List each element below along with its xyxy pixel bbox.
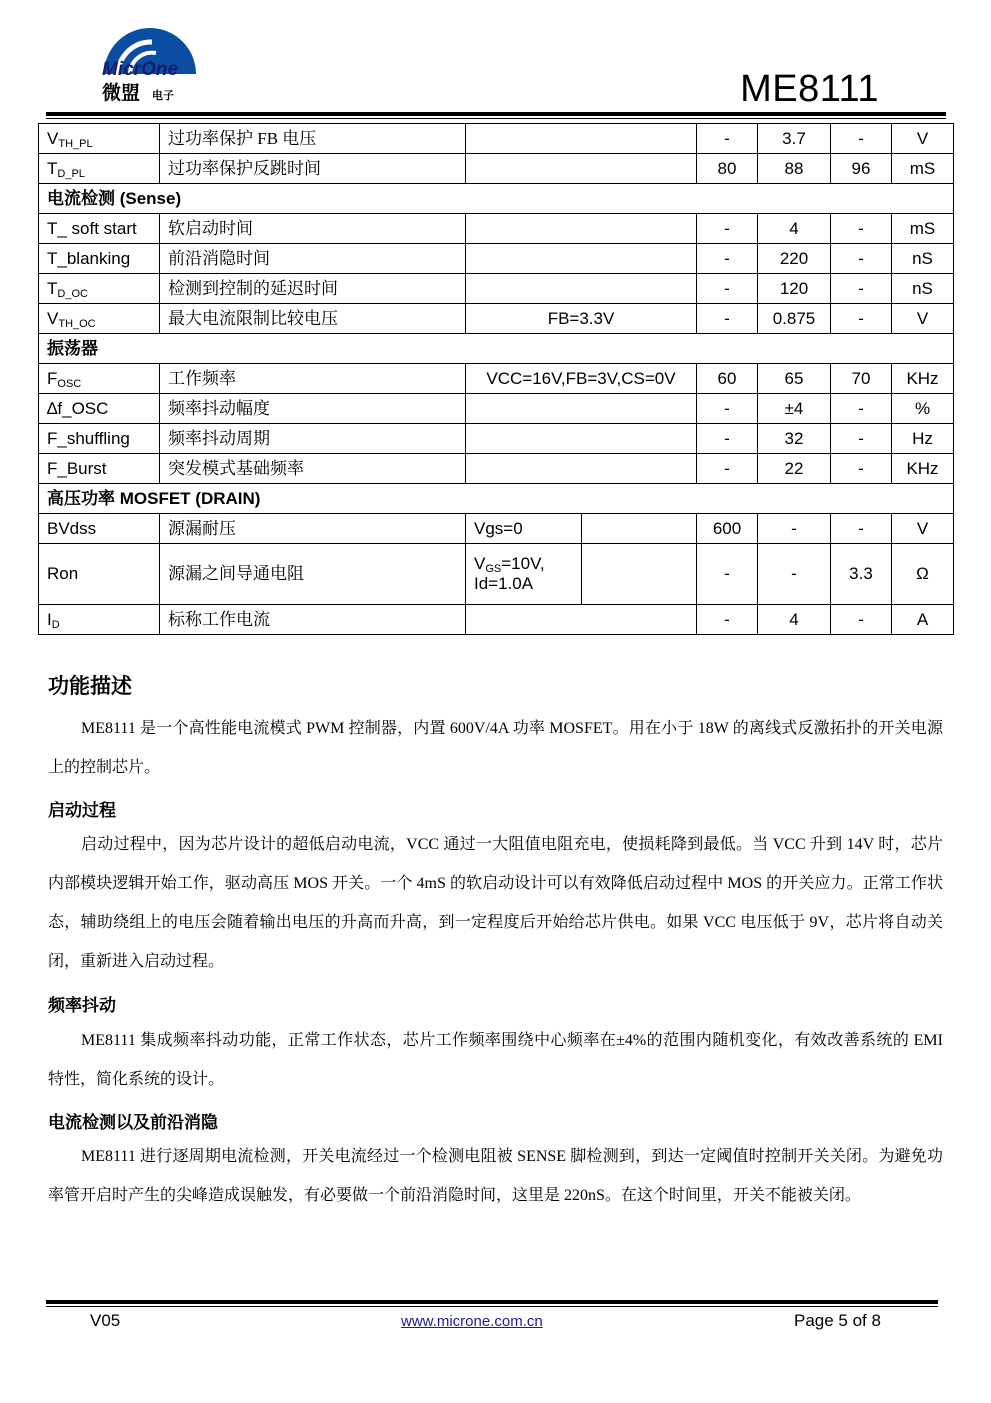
- param-min: 80: [697, 154, 758, 184]
- param-condition: FB=3.3V: [466, 304, 697, 334]
- param-max: -: [831, 394, 892, 424]
- table-section-row: [39, 334, 954, 364]
- param-typ: 4: [758, 214, 831, 244]
- param-unit: KHz: [892, 364, 954, 394]
- param-unit: V: [892, 514, 954, 544]
- param-min: -: [697, 605, 758, 635]
- param-condition: [466, 454, 697, 484]
- param-min: -: [697, 244, 758, 274]
- param-condition-extra: [582, 544, 697, 605]
- param-condition: Vgs=0: [466, 514, 582, 544]
- param-symbol: F_Burst: [39, 454, 160, 484]
- param-typ: -: [758, 514, 831, 544]
- param-description: 频率抖动幅度: [160, 394, 466, 424]
- param-symbol: $I_D$: [39, 605, 160, 635]
- logo-sub-cn: 电子: [152, 89, 174, 102]
- param-min: -: [697, 274, 758, 304]
- logo-globe-icon: [100, 22, 200, 108]
- param-description: 源漏之间导通电阻: [160, 544, 466, 605]
- param-unit: mS: [892, 214, 954, 244]
- param-max: -: [831, 244, 892, 274]
- table-section-row: [39, 184, 954, 214]
- param-symbol: Ron: [39, 544, 160, 605]
- param-condition: [466, 605, 697, 635]
- param-condition: [466, 154, 697, 184]
- param-description: 工作频率: [160, 364, 466, 394]
- document-title: ME8111: [740, 68, 879, 110]
- table-row: [39, 605, 954, 635]
- param-unit: A: [892, 605, 954, 635]
- param-max: -: [831, 454, 892, 484]
- table-section-header: 高压功率 MOSFET (DRAIN): [39, 484, 954, 514]
- param-unit: V: [892, 304, 954, 334]
- param-condition-extra: [582, 514, 697, 544]
- param-min: -: [697, 214, 758, 244]
- param-description: 软启动时间: [160, 214, 466, 244]
- startup-paragraph: 启动过程中，因为芯片设计的超低启动电流，VCC 通过一大阻值电阻充电，使损耗降到最低。当 VCC 升到 14V 时，芯片内部模块逻辑开始工作，驱动高压 MOS 开关。一个 4mS 的软启动设计可以有效降低启动过程中 MOS 的开关应力。正常工作状态，辅助绕组上的电压会随着输出电压的升高而升高，到一定程度后开始给芯片供电。如果 VCC 电压低于 9V，芯片将自动关闭，重新进入启动过程。: [48, 836, 943, 970]
- param-symbol: $T_{D\_OC}$: [39, 274, 160, 304]
- table-section-header: 电流检测 (Sense): [39, 184, 954, 214]
- param-min: -: [697, 394, 758, 424]
- param-description: 标称工作电流: [160, 605, 466, 635]
- param-min: 60: [697, 364, 758, 394]
- param-typ: 3.7: [758, 124, 831, 154]
- table-row: [39, 424, 954, 454]
- param-max: -: [831, 605, 892, 635]
- param-condition: [466, 214, 697, 244]
- footer-page-number: Page 5 of 8: [794, 1311, 881, 1330]
- intro-paragraph: ME8111 是一个高性能电流模式 PWM 控制器，内置 600V/4A 功率 MOSFET。用在小于 18W 的离线式反激拓扑的开关电源上的控制芯片。: [48, 720, 943, 776]
- param-max: 3.3: [831, 544, 892, 605]
- param-condition: VCC=16V,FB=3V,CS=0V: [466, 364, 697, 394]
- param-symbol: $V_{TH\_PL}$: [39, 124, 160, 154]
- subsection-title-jitter: 频率抖动: [48, 996, 116, 1015]
- param-typ: 22: [758, 454, 831, 484]
- electrical-characteristics-table: [38, 123, 954, 635]
- param-unit: nS: [892, 274, 954, 304]
- param-typ: 4: [758, 605, 831, 635]
- header-divider-thin: [46, 118, 946, 119]
- param-typ: ±4: [758, 394, 831, 424]
- param-typ: 32: [758, 424, 831, 454]
- table-row: [39, 394, 954, 424]
- param-symbol: F_shuffling: [39, 424, 160, 454]
- param-max: -: [831, 214, 892, 244]
- param-unit: %: [892, 394, 954, 424]
- param-unit: mS: [892, 154, 954, 184]
- param-symbol: T_blanking: [39, 244, 160, 274]
- param-typ: 220: [758, 244, 831, 274]
- param-typ: 88: [758, 154, 831, 184]
- table-row: [39, 544, 954, 605]
- param-description: 最大电流限制比较电压: [160, 304, 466, 334]
- section-title: 功能描述: [48, 675, 132, 698]
- param-min: -: [697, 454, 758, 484]
- param-symbol: ∆f_OSC: [39, 394, 160, 424]
- footer-version: V05: [90, 1311, 121, 1330]
- header-divider: [46, 112, 946, 116]
- subsection-title-sense: 电流检测以及前沿消隐: [48, 1113, 218, 1132]
- param-condition: [466, 274, 697, 304]
- table-row: [39, 154, 954, 184]
- param-unit: Hz: [892, 424, 954, 454]
- param-condition: [466, 124, 697, 154]
- table-row: [39, 364, 954, 394]
- param-max: -: [831, 304, 892, 334]
- footer-divider-thin: [46, 1306, 938, 1307]
- table-row: [39, 274, 954, 304]
- param-unit: Ω: [892, 544, 954, 605]
- param-condition: [466, 424, 697, 454]
- table-row: [39, 244, 954, 274]
- param-description: 前沿消隐时间: [160, 244, 466, 274]
- param-typ: 120: [758, 274, 831, 304]
- subsection-title-startup: 启动过程: [48, 801, 116, 820]
- sense-paragraph: ME8111 进行逐周期电流检测，开关电流经过一个检测电阻被 SENSE 脚检测到，到达一定阈值时控制开关关闭。为避免功率管开启时产生的尖峰造成误触发，有必要做一个前沿消隐时间，这里是 220nS。在这个时间里，开关不能被关闭。: [48, 1148, 943, 1204]
- param-description: 检测到控制的延迟时间: [160, 274, 466, 304]
- param-min: -: [697, 304, 758, 334]
- param-description: 频率抖动周期: [160, 424, 466, 454]
- param-symbol: $F_{OSC}$: [39, 364, 160, 394]
- param-symbol: BVdss: [39, 514, 160, 544]
- param-typ: 65: [758, 364, 831, 394]
- table-row: [39, 454, 954, 484]
- param-condition: $V_{GS}=10V$, Id=1.0A: [466, 544, 582, 605]
- param-max: -: [831, 424, 892, 454]
- param-max: 70: [831, 364, 892, 394]
- param-min: 600: [697, 514, 758, 544]
- param-max: 96: [831, 154, 892, 184]
- table-row: [39, 304, 954, 334]
- param-max: -: [831, 274, 892, 304]
- param-unit: nS: [892, 244, 954, 274]
- param-symbol: $V_{TH\_OC}$: [39, 304, 160, 334]
- param-symbol: $T_{D\_PL}$: [39, 154, 160, 184]
- param-max: -: [831, 124, 892, 154]
- param-unit: V: [892, 124, 954, 154]
- param-condition: [466, 394, 697, 424]
- footer-divider: [46, 1300, 938, 1304]
- table-row: [39, 124, 954, 154]
- param-unit: KHz: [892, 454, 954, 484]
- table-row: [39, 514, 954, 544]
- param-description: 过功率保护反跳时间: [160, 154, 466, 184]
- jitter-paragraph: ME8111 集成频率抖动功能，正常工作状态，芯片工作频率围绕中心频率在±4%的范围内随机变化，有效改善系统的 EMI 特性，简化系统的设计。: [48, 1032, 943, 1088]
- param-description: 源漏耐压: [160, 514, 466, 544]
- param-symbol: T_ soft start: [39, 214, 160, 244]
- company-logo: [100, 22, 200, 108]
- table-row: [39, 214, 954, 244]
- logo-text-en: MicrOne: [102, 59, 179, 80]
- param-max: -: [831, 514, 892, 544]
- footer-website-link[interactable]: www.microne.com.cn: [401, 1313, 543, 1330]
- logo-text-cn: 微盟: [102, 82, 141, 104]
- param-typ: 0.875: [758, 304, 831, 334]
- param-min: -: [697, 124, 758, 154]
- param-description: 突发模式基础频率: [160, 454, 466, 484]
- param-description: 过功率保护 FB 电压: [160, 124, 466, 154]
- param-condition: [466, 244, 697, 274]
- param-min: -: [697, 424, 758, 454]
- table-section-row: [39, 484, 954, 514]
- param-typ: -: [758, 544, 831, 605]
- param-min: -: [697, 544, 758, 605]
- table-section-header: 振荡器: [39, 334, 954, 364]
